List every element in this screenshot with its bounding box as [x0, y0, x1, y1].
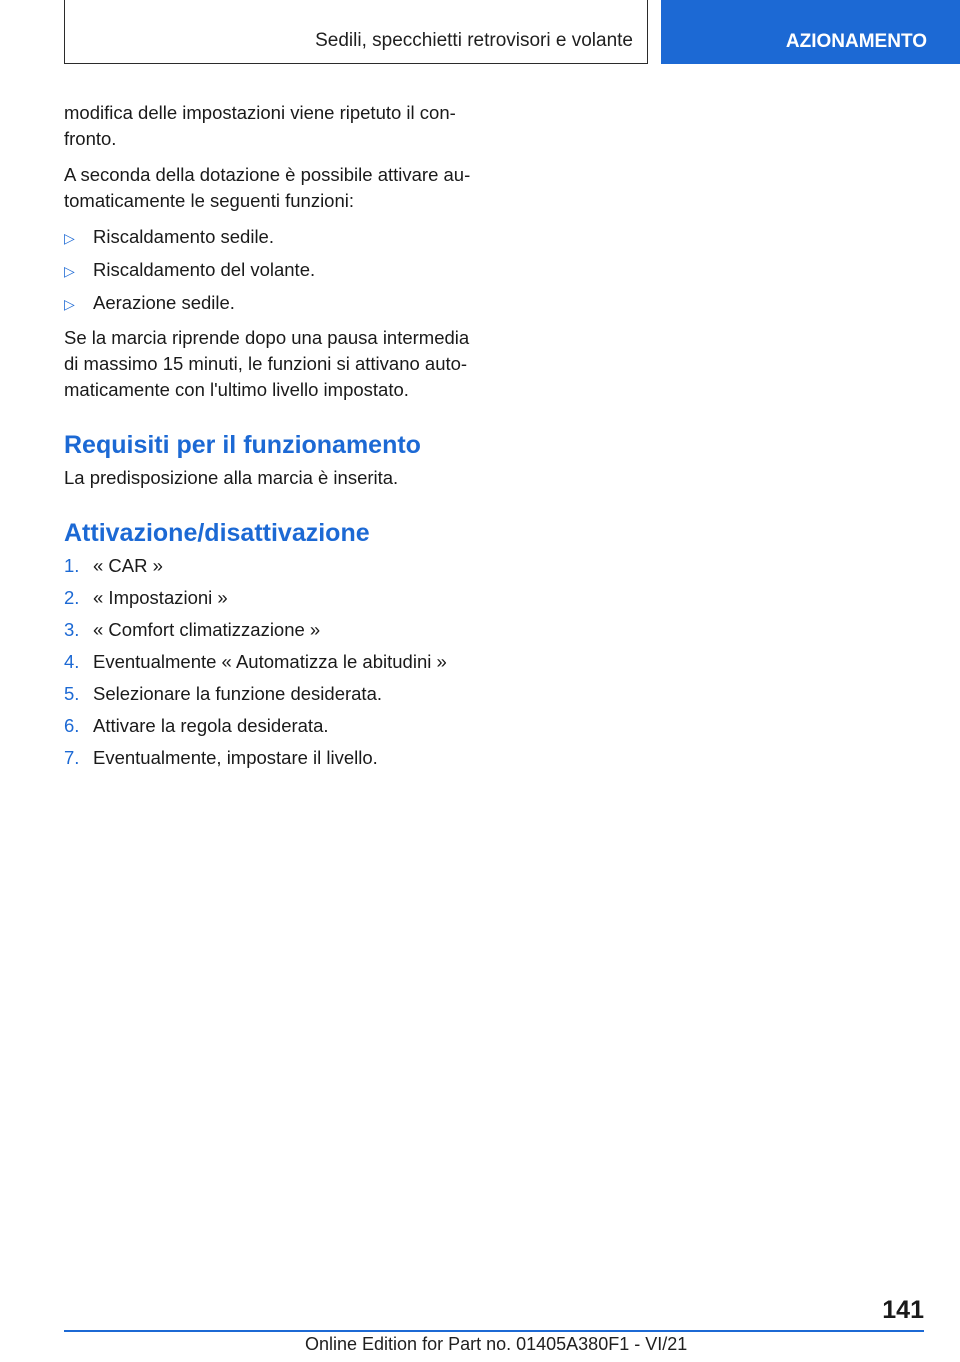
intro-paragraph: modifica delle impostazioni viene ripetuto il con-fronto.	[64, 102, 456, 149]
step-text: « Comfort climatizzazione »	[93, 619, 321, 640]
triangle-right-icon: ▷	[64, 263, 75, 279]
step-item	[64, 745, 484, 771]
step-item	[64, 585, 484, 611]
step-text: Attivare la regola desiderata.	[93, 715, 329, 736]
section-title-tab	[64, 0, 648, 64]
list-item	[64, 224, 484, 251]
step-text: Eventualmente, impostare il livello.	[93, 747, 378, 768]
step-number: 3.	[64, 619, 80, 640]
step-text: Selezionare la funzione desiderata.	[93, 683, 382, 704]
step-item	[64, 681, 484, 707]
list-item-text: Aerazione sedile.	[93, 292, 235, 313]
footer-edition: Online Edition for Part no. 01405A380F1 - VI/21	[305, 1334, 688, 1354]
intro-paragraph: A seconda della dotazione è possibile attivare au-tomaticamente le seguenti funzioni:	[64, 164, 471, 211]
step-number: 7.	[64, 747, 80, 768]
page-number: 141	[882, 1296, 924, 1324]
requirements-heading: Requisiti per il funzionamento	[64, 431, 421, 459]
list-item	[64, 257, 484, 284]
chapter-title: AZIONAMENTO	[785, 31, 927, 52]
step-number: 2.	[64, 587, 80, 608]
chapter-tab	[661, 0, 960, 64]
step-number: 4.	[64, 651, 80, 672]
step-number: 6.	[64, 715, 80, 736]
feature-list	[64, 224, 484, 317]
page-content	[64, 100, 484, 779]
step-item	[64, 713, 484, 739]
step-number: 5.	[64, 683, 80, 704]
section-title: Sedili, specchietti retrovisori e volante	[315, 30, 633, 51]
activation-heading: Attivazione/disattivazione	[64, 519, 370, 547]
resume-paragraph: Se la marcia riprende dopo una pausa intermedia di massimo 15 minuti, le funzioni si attivano auto-maticamente con l'ultimo livello impostato.	[64, 327, 470, 400]
step-item	[64, 649, 484, 675]
step-item	[64, 617, 484, 643]
list-item-text: Riscaldamento sedile.	[93, 226, 274, 247]
triangle-right-icon: ▷	[64, 230, 75, 246]
step-item	[64, 553, 484, 579]
footer-divider	[64, 1330, 924, 1332]
list-item-text: Riscaldamento del volante.	[93, 259, 316, 280]
list-item	[64, 290, 484, 317]
triangle-right-icon: ▷	[64, 296, 75, 312]
step-text: « Impostazioni »	[93, 587, 228, 608]
step-text: Eventualmente « Automatizza le abitudini »	[93, 651, 447, 672]
step-text: « CAR »	[93, 555, 163, 576]
requirements-text: La predisposizione alla marcia è inserita.	[64, 467, 399, 488]
activation-steps	[64, 553, 484, 771]
step-number: 1.	[64, 555, 80, 576]
